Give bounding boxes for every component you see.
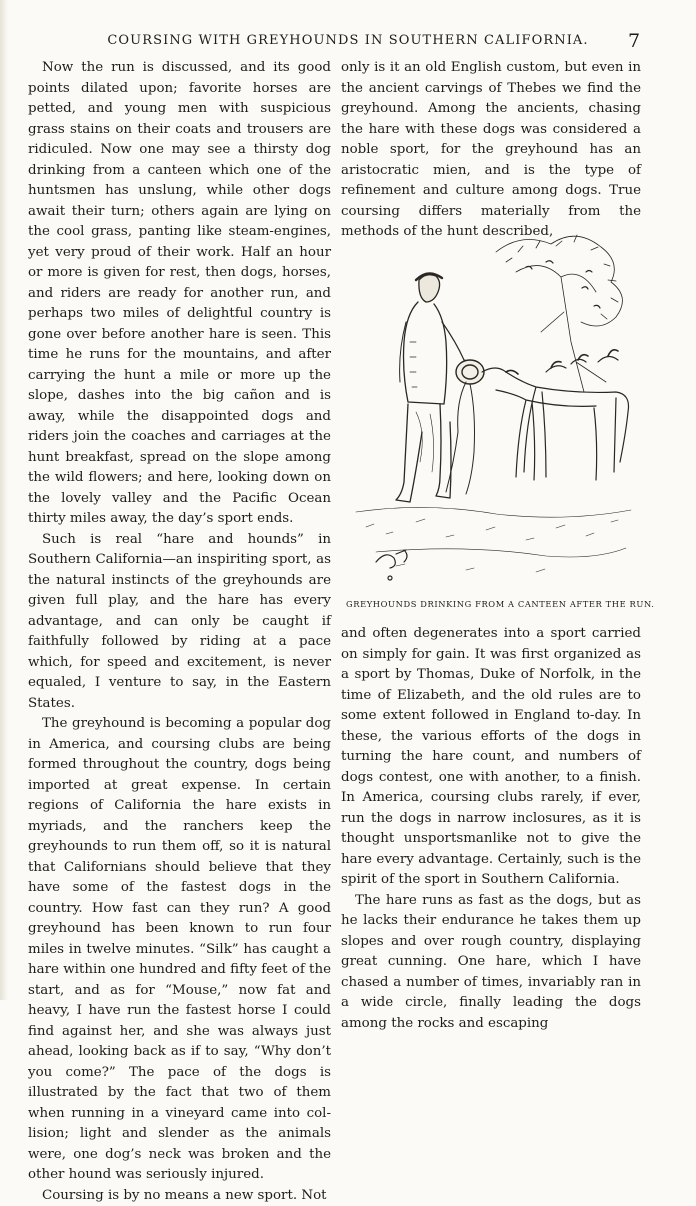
paragraph: Now the run is discussed, and its good points dilated upon; favorite horses are petted, and young men with suspicious grass stains on their coats and trousers are ridiculed. Now one may see a thirsty dog drinking from a canteen which one of the huntsmen has unslung, while other dogs await their turn; others again are lying on the cool grass, panting like steam-engines, yet very proud of their work. Half an hour or more is given for rest, then dogs, horses, and riders are ready for another run, and perhaps two miles of delightful country is gone over before another hare is seen. This time he runs for the mountains, and after carrying the hunt a mile or more up the slope, dashes into the big cañon and is away, while the disappointed dogs and riders join the coaches and carriages at the hunt breakfast, spread on the slope among the wild flowers; and here, looking down on the lovely valley and the Pacific Ocean thirty miles away, the day’s sport ends. [28,58,331,530]
left-column [28,58,331,1206]
engraving-drawing [346,222,636,587]
paragraph: The hare runs as fast as the dogs, but as he lacks their endurance he takes them up slopes and over rough country, displaying great cunning. One hare, which I have chased a number of times, invariably ran in a wide circle, finally leading the dogs among the rocks and escaping [341,891,641,1035]
signature-mark [376,550,407,580]
figure-caption: GREYHOUNDS DRINKING FROM A CANTEEN AFTER THE RUN. [346,599,636,609]
page-number: 7 [628,30,640,52]
paragraph: The greyhound is becoming a popular dog in America, and coursing clubs are being formed throughout the country, dogs being imported at great expense. In certain regions of California the hare exists in myriads, and the ranchers keep the greyhounds to run them off, so it is natural that Californians should believe that they have some of the fastest dogs in the country. How fast can they run? A good greyhound has been known to run four miles in twelve minutes. “Silk” has caught a hare within one hundred and fifty feet of the start, and as for “Mouse,” now fat and heavy, I have run the fastest horse I could find against her, and she was always just ahead, looking back as if to say, “Why don’t you come?” The pace of the dogs is illustrated by the fact that two of them when running in a vineyard came into collision; light and slender as the animals were, one dog’s neck was broken and the other hound was seriously injured. [28,714,331,1186]
tree-foliage [496,235,622,392]
huntsman-figure [396,273,476,502]
ground-hatching [356,507,631,572]
illustration-greyhounds [346,222,636,587]
paragraph-continued: and often degenerates into a sport carried on simply for gain. It was first organized as a sport by Thomas, Duke of Norfolk, in the time of Elizabeth, and the old rules are to some extent followed in England to-day. In these, the various efforts of the dogs in turning the hare count, and numbers of dogs contest, one with another, to a finish. In America, coursing clubs rarely, if ever, run the dogs in narrow inclosures, as it is thought unsportsmanlike not to give the hare every advantage. Certainly, such is the spirit of the sport in Southern California. [341,624,641,891]
page-edge-shadow [0,0,8,1000]
canteen [456,360,484,384]
paragraph-continued: only is it an old English custom, but even in the ancient carvings of Thebes we find the greyhound. Among the ancients, chasing the hare with these dogs was considered a noble sport, for the greyhound has an aristocratic mien, and is the type of refinement and culture among dogs. True coursing differs materially from the methods of the hunt described, [341,58,641,243]
right-column-top [341,58,641,243]
right-column-bottom [341,624,641,1034]
paragraph: Coursing is by no means a new sport. Not [28,1186,331,1206]
paragraph: Such is real “hare and hounds” in Southern California—an inspiriting sport, as the natural instincts of the greyhounds are given full play, and the hare has every advantage, and can only be caught if faithfully followed by riding at a pace which, for speed and excitement, is never equaled, I venture to say, in the Eastern States. [28,530,331,715]
running-title: COURSING WITH GREYHOUNDS IN SOUTHERN CALIFORNIA. [0,33,696,48]
